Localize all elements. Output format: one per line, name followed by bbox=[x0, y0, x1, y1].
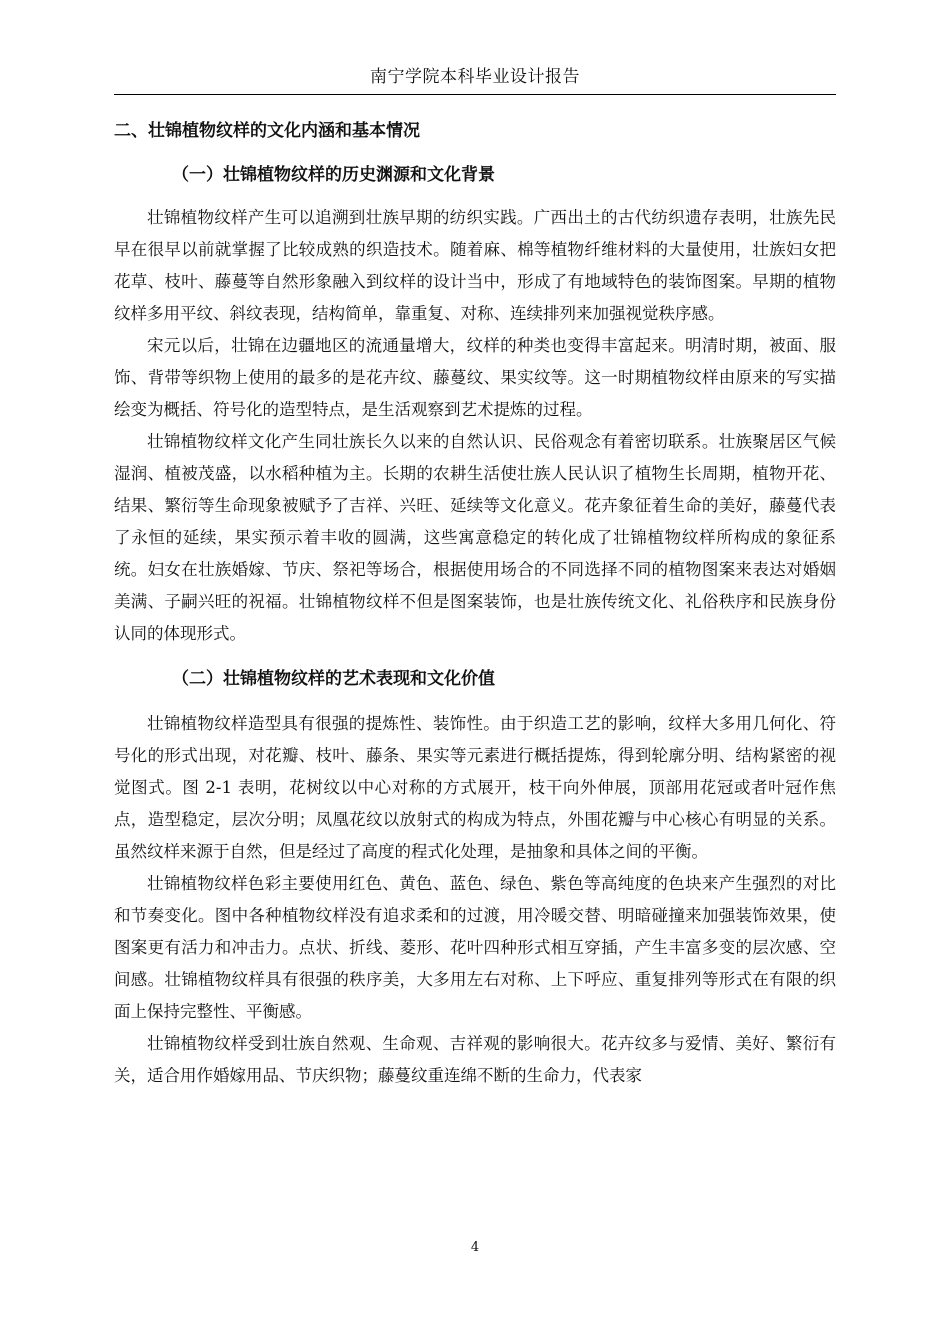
header-divider bbox=[114, 94, 836, 95]
paragraph: 壮锦植物纹样色彩主要使用红色、黄色、蓝色、绿色、紫色等高纯度的色块来产生强烈的对比和节奏变化。图中各种植物纹样没有追求柔和的过渡，用冷暖交替、明暗碰撞来加强装饰效果，使图案更有活力和冲击力。点状、折线、菱形、花叶四种形式相互穿插，产生丰富多变的层次感、空间感。壮锦植物纹样具有很强的秩序美，大多用左右对称、上下呼应、重复排列等形式在有限的织面上保持完整性、平衡感。 bbox=[114, 874, 836, 1021]
paragraph: 壮锦植物纹样造型具有很强的提炼性、装饰性。由于织造工艺的影响，纹样大多用几何化、符号化的形式出现，对花瓣、枝叶、藤条、果实等元素进行概括提炼，得到轮廓分明、结构紧密的视觉图式。图 2-1 表明，花树纹以中心对称的方式展开，枝干向外伸展，顶部用花冠或者叶冠作焦点，造型稳定，层次分明；凤凰花纹以放射式的构成为特点，外围花瓣与中心核心有明显的关系。虽然纹样来源于自然，但是经过了高度的程式化处理，是抽象和具体之间的平衡。 bbox=[114, 714, 836, 861]
paragraph: 宋元以后，壮锦在边疆地区的流通量增大，纹样的种类也变得丰富起来。明清时期，被面、服饰、背带等织物上使用的最多的是花卉纹、藤蔓纹、果实纹等。这一时期植物纹样由原来的写实描绘变为概括、符号化的造型特点，是生活观察到艺术提炼的过程。 bbox=[114, 336, 836, 419]
section-heading: 二、壮锦植物纹样的文化内涵和基本情况 bbox=[114, 121, 420, 141]
paragraph: 壮锦植物纹样文化产生同壮族长久以来的自然认识、民俗观念有着密切联系。壮族聚居区气候湿润、植被茂盛，以水稻种植为主。长期的农耕生活使壮族人民认识了植物生长周期，植物开花、结果、繁衍等生命现象被赋予了吉祥、兴旺、延续等文化意义。花卉象征着生命的美好，藤蔓代表了永恒的延续，果实预示着丰收的圆满，这些寓意稳定的转化成了壮锦植物纹样所构成的象征系统。妇女在壮族婚嫁、节庆、祭祀等场合，根据使用场合的不同选择不同的植物图案来表达对婚姻美满、子嗣兴旺的祝福。壮锦植物纹样不但是图案装饰，也是壮族传统文化、礼俗秩序和民族身份认同的体现形式。 bbox=[114, 432, 836, 643]
paragraph: 壮锦植物纹样受到壮族自然观、生命观、吉祥观的影响很大。花卉纹多与爱情、美好、繁衍有关，适合用作婚嫁用品、节庆织物；藤蔓纹重连绵不断的生命力，代表家 bbox=[114, 1034, 836, 1085]
running-header: 南宁学院本科毕业设计报告 bbox=[370, 67, 580, 87]
body-content bbox=[114, 116, 836, 1092]
subsection-heading-2: （二）壮锦植物纹样的艺术表现和文化价值 bbox=[172, 669, 495, 689]
paragraph: 壮锦植物纹样产生可以追溯到壮族早期的纺织实践。广西出土的古代纺织遗存表明，壮族先民早在很早以前就掌握了比较成熟的织造技术。随着麻、棉等植物纤维材料的大量使用，壮族妇女把花草、枝叶、藤蔓等自然形象融入到纹样的设计当中，形成了有地域特色的装饰图案。早期的植物纹样多用平纹、斜纹表现，结构简单，靠重复、对称、连续排列来加强视觉秩序感。 bbox=[114, 208, 836, 323]
page-number: 4 bbox=[470, 1240, 480, 1255]
subsection-heading-1: （一）壮锦植物纹样的历史渊源和文化背景 bbox=[172, 165, 495, 185]
